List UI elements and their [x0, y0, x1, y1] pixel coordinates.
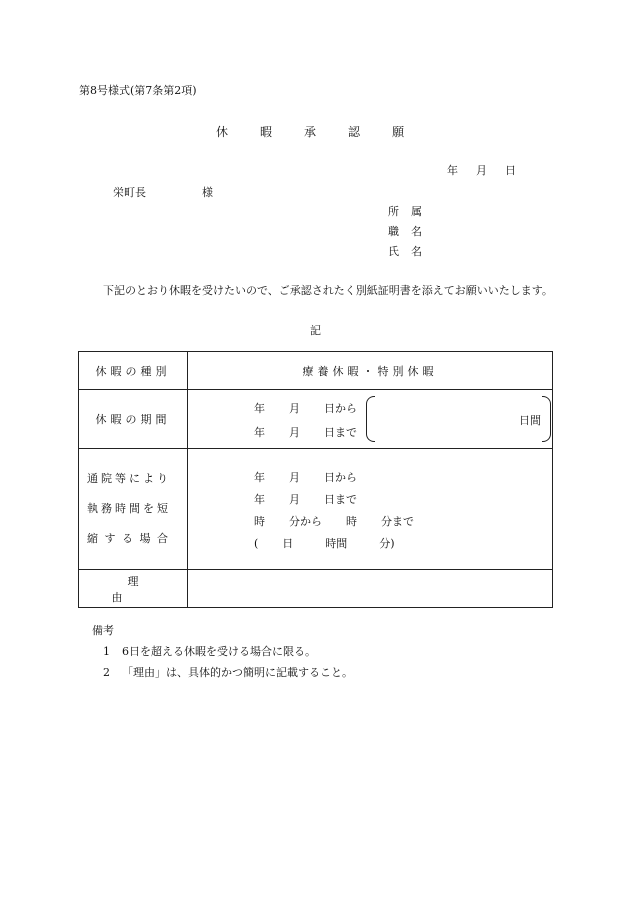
position-label: 職名 [388, 225, 434, 238]
period-days: 日間 [519, 414, 541, 427]
period-to-year: 年 [254, 426, 265, 439]
reduced-total-days: 日 [282, 537, 294, 550]
applicant-position [388, 223, 434, 239]
reduced-hours-label [79, 449, 188, 570]
reduced-hours-label-line: 縮する場合 [87, 532, 175, 545]
note-number: 2 [103, 666, 110, 679]
addressee-name: 栄町長 [113, 186, 146, 199]
leave-form-table [78, 351, 553, 608]
reduced-time-to: 分まで [381, 515, 414, 528]
period-from-month: 月 [289, 402, 300, 415]
reduced-time [254, 513, 414, 529]
reduced-to-day: 日まで [324, 493, 357, 506]
note-text: 6日を超える休暇を受ける場合に限る。 [122, 645, 316, 658]
document-title [216, 123, 436, 140]
right-bracket [542, 396, 551, 442]
reduced-total-minutes: 分) [379, 537, 395, 550]
period-from-day: 日から [324, 402, 357, 415]
reduced-from-month: 月 [289, 471, 300, 484]
application-date [447, 162, 516, 178]
table-row-reason [79, 570, 553, 608]
addressee [113, 184, 213, 200]
request-body: 下記のとおり休暇を受けたいので、ご承認されたく別紙証明書を添えてお願いいたします。 [103, 284, 553, 297]
reduced-to-year: 年 [254, 493, 265, 506]
table-row-leave-type [79, 352, 553, 390]
applicant-name [388, 243, 434, 259]
title-char: 認 [348, 125, 361, 139]
addressee-honorific: 様 [202, 186, 213, 199]
title-char: 願 [392, 125, 405, 139]
notes-title: 備考 [92, 624, 114, 637]
reduced-total-open: ( [254, 537, 259, 550]
reduced-time-hour2: 時 [346, 515, 357, 528]
date-month: 月 [476, 164, 487, 177]
leave-period-label: 休暇の期間 [79, 390, 188, 449]
reduced-total-hours: 時間 [325, 537, 348, 550]
applicant-affiliation [388, 203, 434, 219]
period-to-month: 月 [289, 426, 300, 439]
name-label: 氏名 [388, 245, 434, 258]
period-from-year: 年 [254, 402, 265, 415]
reduced-hours-cell [188, 449, 553, 570]
reduced-time-from: 分から [289, 515, 322, 528]
reduced-time-hour: 時 [254, 515, 265, 528]
form-number: 第8号様式(第7条第2項) [79, 84, 197, 97]
title-char: 承 [304, 125, 317, 139]
affiliation-label: 所属 [388, 205, 434, 218]
reason-label-text: 理由 [111, 574, 171, 604]
leave-type-value [188, 352, 553, 390]
date-day: 日 [505, 164, 516, 177]
note-item [103, 643, 316, 659]
ki-heading: 記 [310, 324, 321, 337]
note-text: 「理由」は、具体的かつ簡明に記載すること。 [122, 666, 353, 679]
reduced-to [254, 491, 357, 507]
reduced-from-day: 日から [324, 471, 357, 484]
leave-type-label: 休暇の種別 [79, 352, 188, 390]
reduced-total [254, 535, 395, 551]
table-row-reduced-hours [79, 449, 553, 570]
period-from [254, 400, 357, 416]
period-to [254, 424, 357, 440]
leave-type-options: 療養休暇・特別休暇 [302, 364, 438, 378]
table-row-leave-period [79, 390, 553, 449]
leave-period-cell [188, 390, 553, 449]
note-number: 1 [103, 645, 110, 658]
reason-label [79, 570, 188, 608]
period-to-day: 日まで [324, 426, 357, 439]
reduced-from [254, 469, 357, 485]
reduced-from-year: 年 [254, 471, 265, 484]
date-year: 年 [447, 164, 458, 177]
reason-value [188, 570, 553, 608]
reduced-hours-label-line: 執務時間を短 [87, 502, 171, 515]
note-item [103, 664, 353, 680]
reduced-to-month: 月 [289, 493, 300, 506]
left-bracket [366, 396, 375, 442]
title-char: 暇 [260, 125, 273, 139]
title-char: 休 [216, 125, 229, 139]
reduced-hours-label-line: 通院等により [87, 472, 171, 485]
